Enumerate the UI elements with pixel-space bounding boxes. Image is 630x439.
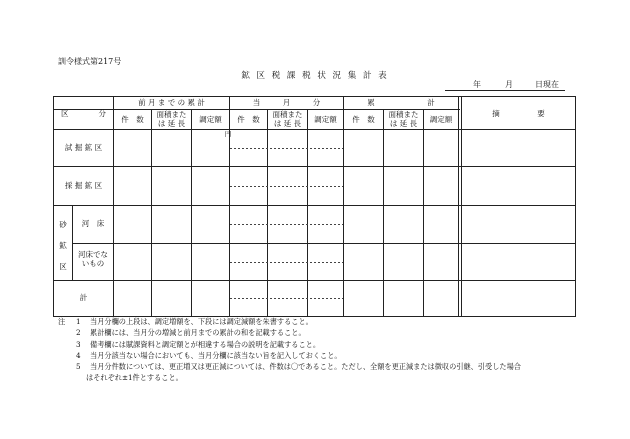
row-label-total: 計 — [79, 293, 88, 302]
col-count: 件 数 — [352, 115, 375, 124]
col-area: 面積また は 延 長 — [156, 110, 187, 128]
header-remarks: 摘 要 — [492, 109, 545, 118]
page-title: 鉱 区 税 課 税 状 況 集 計 表 — [241, 71, 389, 81]
col-amount: 調定額 — [429, 115, 453, 124]
row-label-mining: 採 掘 鉱 区 — [64, 181, 103, 190]
note-item: 4 当月分該当ない場合においても、当月分欄に該当ない旨を記入しておくこと。 — [76, 350, 342, 360]
row-label-non-riverbed: 河床でな いもの — [78, 250, 108, 268]
row-group-sand-mining: 砂 鉱 区 — [59, 220, 67, 271]
yen-unit: 円 — [224, 130, 232, 138]
note-item: 3 備考欄には賦課資料と調定額とが相違する場合の説明を記載すること。 — [76, 339, 321, 349]
note-item: 2 累計欄には、当月分の増減と前月までの累計の和を記載すること。 — [76, 328, 306, 338]
header-current-month: 当 月 分 — [252, 98, 321, 107]
form-number: 訓令様式第217号 — [58, 57, 122, 66]
col-area: 面積また は 延 長 — [388, 110, 419, 128]
notes-section — [58, 316, 521, 384]
header-category: 区 分 — [61, 109, 106, 118]
col-amount: 調定額 — [199, 115, 222, 124]
row-label-prospecting: 試 掘 鉱 区 — [64, 143, 103, 152]
row-label-riverbed: 河 床 — [81, 219, 105, 228]
col-amount: 調定額 — [314, 115, 337, 124]
date-day-label: 日現在 — [535, 80, 559, 89]
header-prev-month-total: 前 月 ま で の 累 計 — [138, 98, 205, 107]
date-year-label: 年 — [473, 80, 481, 89]
col-count: 件 数 — [237, 115, 260, 124]
note-item: 注 1 当月分欄の上段は、調定増額を、下段には調定減額を朱書すること。 — [58, 317, 313, 326]
col-count: 件 数 — [121, 115, 144, 124]
col-area: 面積また は 延 長 — [272, 110, 303, 128]
date-month-label: 月 — [505, 80, 513, 89]
header-cumulative: 累 計 — [367, 98, 435, 107]
notes-prefix: 注 — [58, 317, 66, 326]
note-continuation: はそれぞれ±1件とすること。 — [86, 373, 183, 383]
note-item: 5 当月分件数については、更正増又は更正減については、件数は〇であること。ただし、全額を更正減または徴収の引継、引受した場合 — [76, 362, 521, 372]
